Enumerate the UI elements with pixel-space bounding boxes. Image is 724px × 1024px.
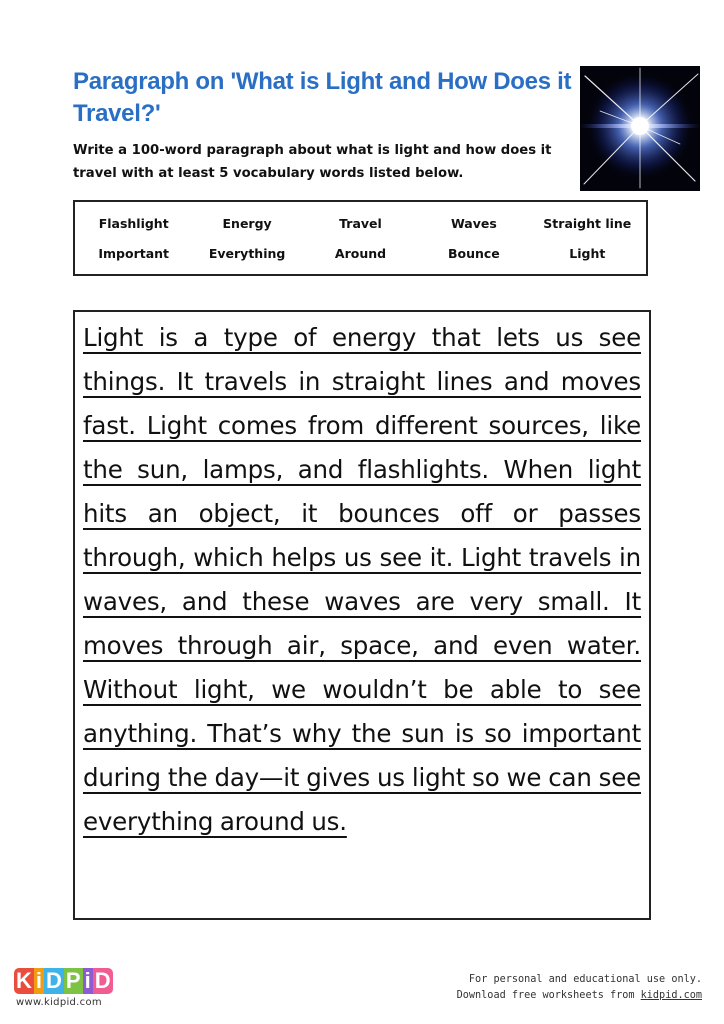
footer-line-1: For personal and educational use only.	[468, 974, 702, 985]
vocab-word: Straight line	[543, 215, 632, 231]
vocab-word: Around	[334, 245, 387, 261]
kidpid-logo	[14, 968, 134, 1012]
vocab-word: Energy	[222, 215, 272, 231]
light-burst-image	[580, 66, 700, 191]
kidpid-link[interactable]: kidpid.com	[640, 990, 702, 1001]
paragraph-text: Light is a type of energy that lets us see things. It travels in straight lines and moves fast. Light comes from different sources, like the sun, lamps, and flashlights. When light hits an object, it bounces off or passes through, which helps us see it. Light travels in waves, and these waves are very small. It moves through air, space, and even water. Without light, we wouldn’t be able to see anything. That’s why the sun is so important during the day—it gives us light so we can see everything around us.	[83, 323, 641, 836]
logo-wordmark: K i D P i D	[16, 968, 111, 993]
vocab-word: Important	[98, 245, 170, 261]
footer-notice	[457, 972, 702, 1004]
light-burst-icon	[580, 66, 700, 191]
vocab-word: Travel	[339, 215, 382, 231]
footer-line-2: Download free worksheets from kidpid.com	[456, 990, 702, 1001]
vocab-word: Light	[569, 245, 606, 261]
vocabulary-box	[73, 200, 648, 276]
vocab-word: Everything	[208, 245, 286, 261]
logo-url: www.kidpid.com	[16, 997, 102, 1008]
page-title: Paragraph on 'What is Light and How Does it Travel?'	[73, 68, 572, 127]
vocab-word: Flashlight	[98, 215, 169, 231]
vocab-word: Waves	[450, 215, 497, 231]
vocab-word: Bounce	[447, 245, 500, 261]
paragraph-box	[73, 310, 651, 920]
instructions-text: Write a 100-word paragraph about what is light and how does it travel with at least 5 vocabulary words listed below.	[73, 143, 552, 181]
